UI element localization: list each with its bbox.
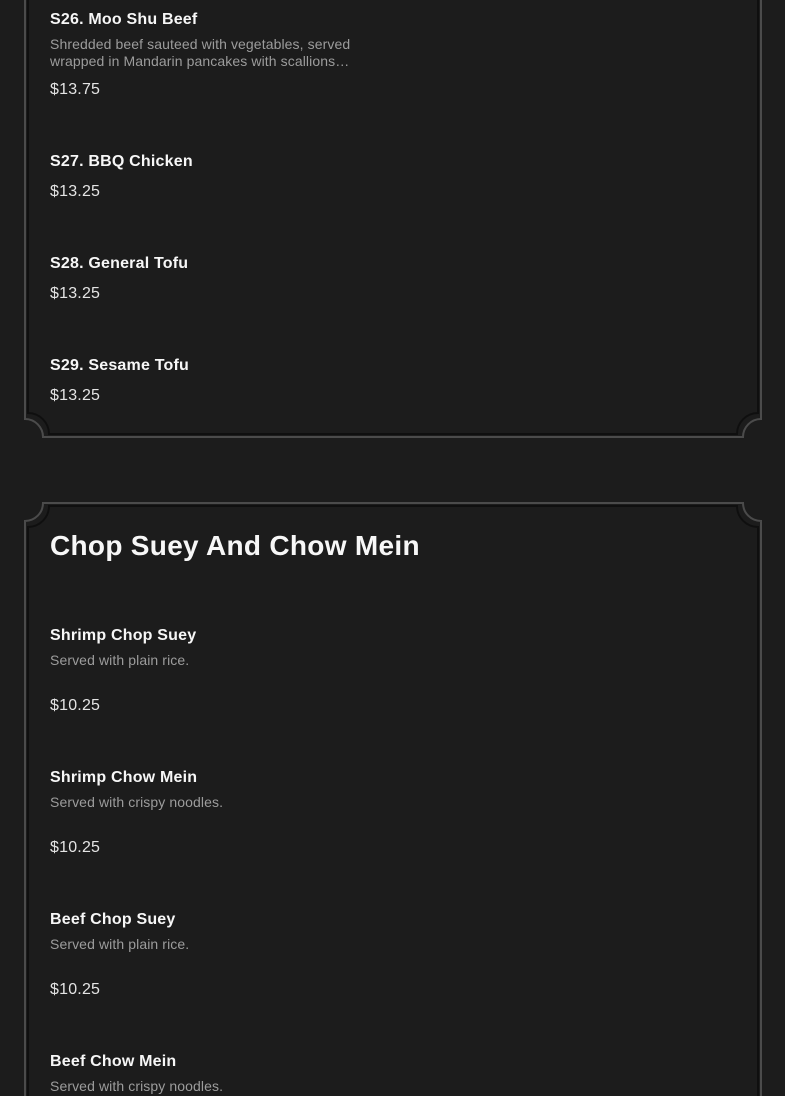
- item-name: S28. General Tofu: [50, 255, 189, 272]
- menu-item[interactable]: [50, 624, 736, 718]
- item-name: Shrimp Chow Mein: [50, 769, 198, 786]
- item-name: S29. Sesame Tofu: [50, 357, 189, 374]
- menu-item[interactable]: [50, 150, 736, 204]
- menu-section-card-partial: [24, 0, 762, 438]
- menu-item[interactable]: [50, 908, 736, 1002]
- item-name: Beef Chow Mein: [50, 1053, 177, 1070]
- item-name: S26. Moo Shu Beef: [50, 11, 198, 28]
- item-price: $13.25: [50, 387, 101, 404]
- item-description: Served with crispy noodles.: [50, 1078, 224, 1094]
- item-name: S27. BBQ Chicken: [50, 153, 193, 170]
- item-price: $13.25: [50, 183, 101, 200]
- item-description: Shredded beef sauteed with vegetables, served wrapped in Mandarin pancakes with scallions…: [50, 36, 351, 69]
- menu-item[interactable]: [50, 354, 736, 408]
- item-price: $10.25: [50, 839, 101, 856]
- menu-item-list: [50, 8, 736, 408]
- item-description: Served with plain rice.: [50, 652, 190, 668]
- menu-section-card-chop-suey: [24, 502, 762, 1096]
- item-description: Served with crispy noodles.: [50, 794, 224, 810]
- menu-item[interactable]: [50, 252, 736, 306]
- menu-item[interactable]: [50, 8, 736, 102]
- item-price: $10.25: [50, 697, 101, 714]
- item-price: $13.25: [50, 285, 101, 302]
- item-name: Shrimp Chop Suey: [50, 627, 197, 644]
- menu-item[interactable]: [50, 766, 736, 860]
- item-price: $10.25: [50, 981, 101, 998]
- item-name: Beef Chop Suey: [50, 911, 176, 928]
- item-description: Served with plain rice.: [50, 936, 190, 952]
- section-title: Chop Suey And Chow Mein: [50, 530, 420, 561]
- menu-item-list: [50, 624, 736, 1096]
- menu-item[interactable]: [50, 1050, 736, 1096]
- item-price: $13.75: [50, 81, 101, 98]
